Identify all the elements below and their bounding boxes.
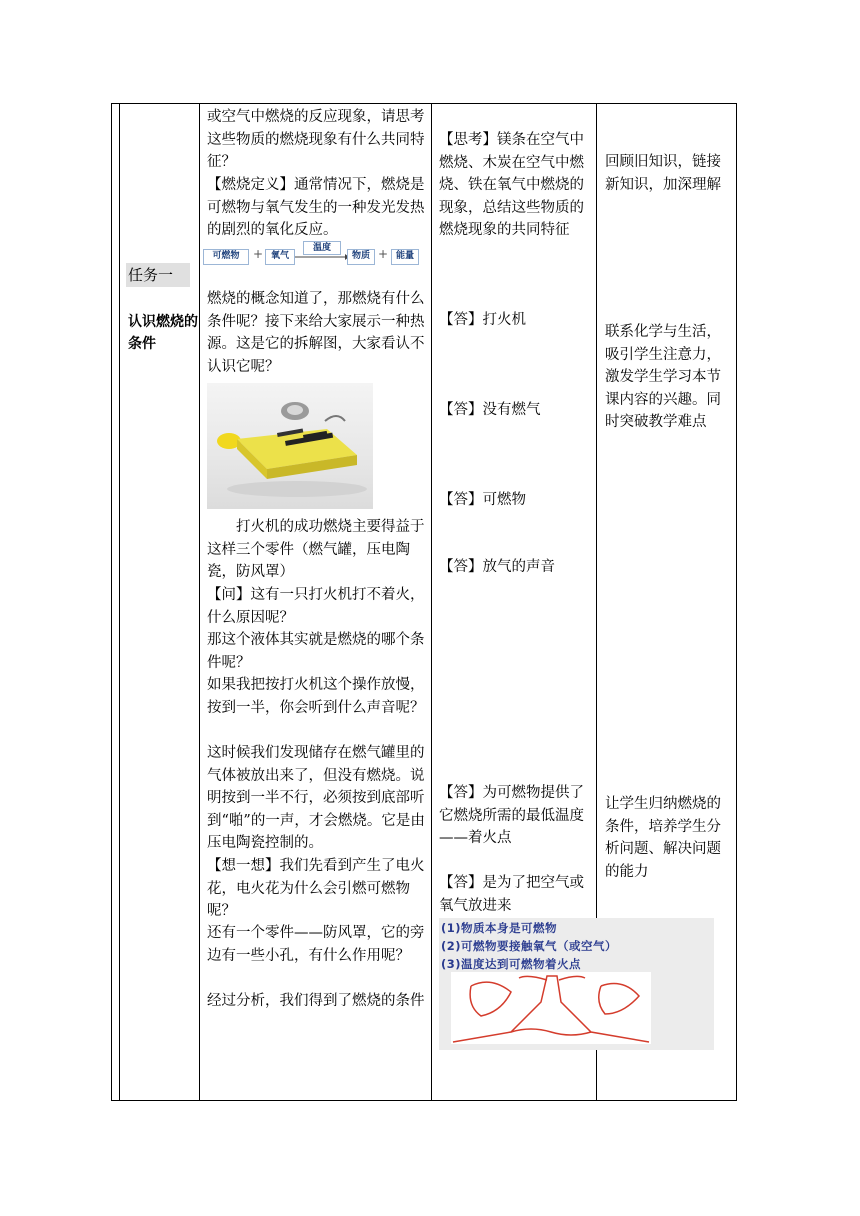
combustion-definition: 【燃烧定义】通常情况下，燃烧是可燃物与氧气发生的一种发光发热的剧烈的氧化反应。: [207, 177, 425, 238]
column-divider-1: [199, 103, 200, 1101]
table-border-right: [736, 103, 737, 1101]
student-answer-no-gas: 【答】没有燃气: [439, 402, 541, 418]
formula-condition: 温度: [303, 241, 341, 255]
formula-plus-2: +: [378, 247, 389, 261]
task-subtitle: 认识燃烧的条件: [128, 314, 198, 352]
formula-energy: 能量: [391, 249, 419, 265]
condition-3: (3)温度达到可燃物着火点: [441, 957, 582, 971]
teacher-paragraph-conclusion: 经过分析，我们得到了燃烧的条件: [207, 993, 425, 1009]
formula-fuel: 可燃物: [203, 249, 249, 265]
teacher-paragraph-piezo: 这时候我们发现储存在燃气罐里的气体被放出来了，但没有燃烧。说明按到一半不行，必须按到底部听到“啪”的一声，才会燃烧。它是由压电陶瓷控制的。: [207, 745, 425, 851]
formula-oxygen: 氧气: [265, 249, 295, 265]
intent-life-connection: 联系化学与生活，吸引学生注意力，激发学生学习本节课内容的兴趣。同时突破教学难点: [605, 324, 721, 430]
combustion-formula: [203, 241, 423, 267]
fire-triangle-sketch: [451, 972, 651, 1044]
formula-arrow: [295, 253, 349, 261]
condition-1: (1)物质本身是可燃物: [441, 921, 558, 935]
teacher-question-lighter: 【问】这有一只打火机打不着火，什么原因呢？: [207, 587, 425, 626]
student-answer-ignition-point: 【答】为可燃物提供了它燃烧所需的最低温度——着火点: [439, 785, 584, 846]
teacher-think-spark: 【想一想】我们先看到产生了电火花，电火花为什么会引燃可燃物呢？: [207, 858, 425, 919]
teacher-paragraph-intro: 或空气中燃烧的反应现象，请思考这些物质的燃烧现象有什么共同特征？: [207, 109, 425, 170]
task-title: 任务一: [126, 263, 190, 287]
column-divider-2: [431, 103, 432, 1101]
teacher-question-sound: 如果我把按打火机这个操作放慢，按到一半，你会听到什么声音呢？: [207, 677, 425, 716]
table-border-bottom: [111, 1100, 737, 1101]
teacher-question-windshield: 还有一个零件——防风罩，它的旁边有一些小孔，有什么作用呢？: [207, 925, 425, 964]
teacher-paragraph-three-parts: 打火机的成功燃烧主要得益于这样三个零件（燃气罐，压电陶瓷，防风罩）: [207, 519, 425, 580]
intent-summarize: 让学生归纳燃烧的条件，培养学生分析问题、解决问题的能力: [605, 796, 721, 880]
table-border-left-outer: [111, 103, 112, 1101]
condition-2: (2)可燃物要接触氧气（或空气）: [441, 939, 618, 953]
table-border-top: [111, 103, 737, 104]
student-think-prompt: 【思考】镁条在空气中燃烧、木炭在空气中燃烧、铁在氧气中燃烧的现象，总结这些物质的燃烧现象的共同特征: [439, 132, 584, 238]
student-answer-sound: 【答】放气的声音: [439, 559, 555, 575]
lighter-disassembly-photo: [207, 383, 373, 509]
formula-product: 物质: [347, 249, 375, 265]
student-answer-fuel: 【答】可燃物: [439, 492, 526, 508]
student-answer-air-inlet: 【答】是为了把空气或氧气放进来: [439, 875, 584, 914]
intent-review: 回顾旧知识，链接新知识，加深理解: [605, 154, 721, 193]
teacher-paragraph-conditions-question: 燃烧的概念知道了，那燃烧有什么条件呢？接下来给大家展示一种热源。这是它的拆解图，大家看认不认识它呢？: [207, 291, 425, 375]
teacher-question-liquid: 那这个液体其实就是燃烧的哪个条件呢？: [207, 632, 425, 671]
student-answer-lighter: 【答】打火机: [439, 312, 526, 328]
combustion-conditions-figure: [439, 918, 714, 1050]
table-border-left-inner: [119, 103, 120, 1101]
formula-plus-1: +: [253, 247, 264, 261]
